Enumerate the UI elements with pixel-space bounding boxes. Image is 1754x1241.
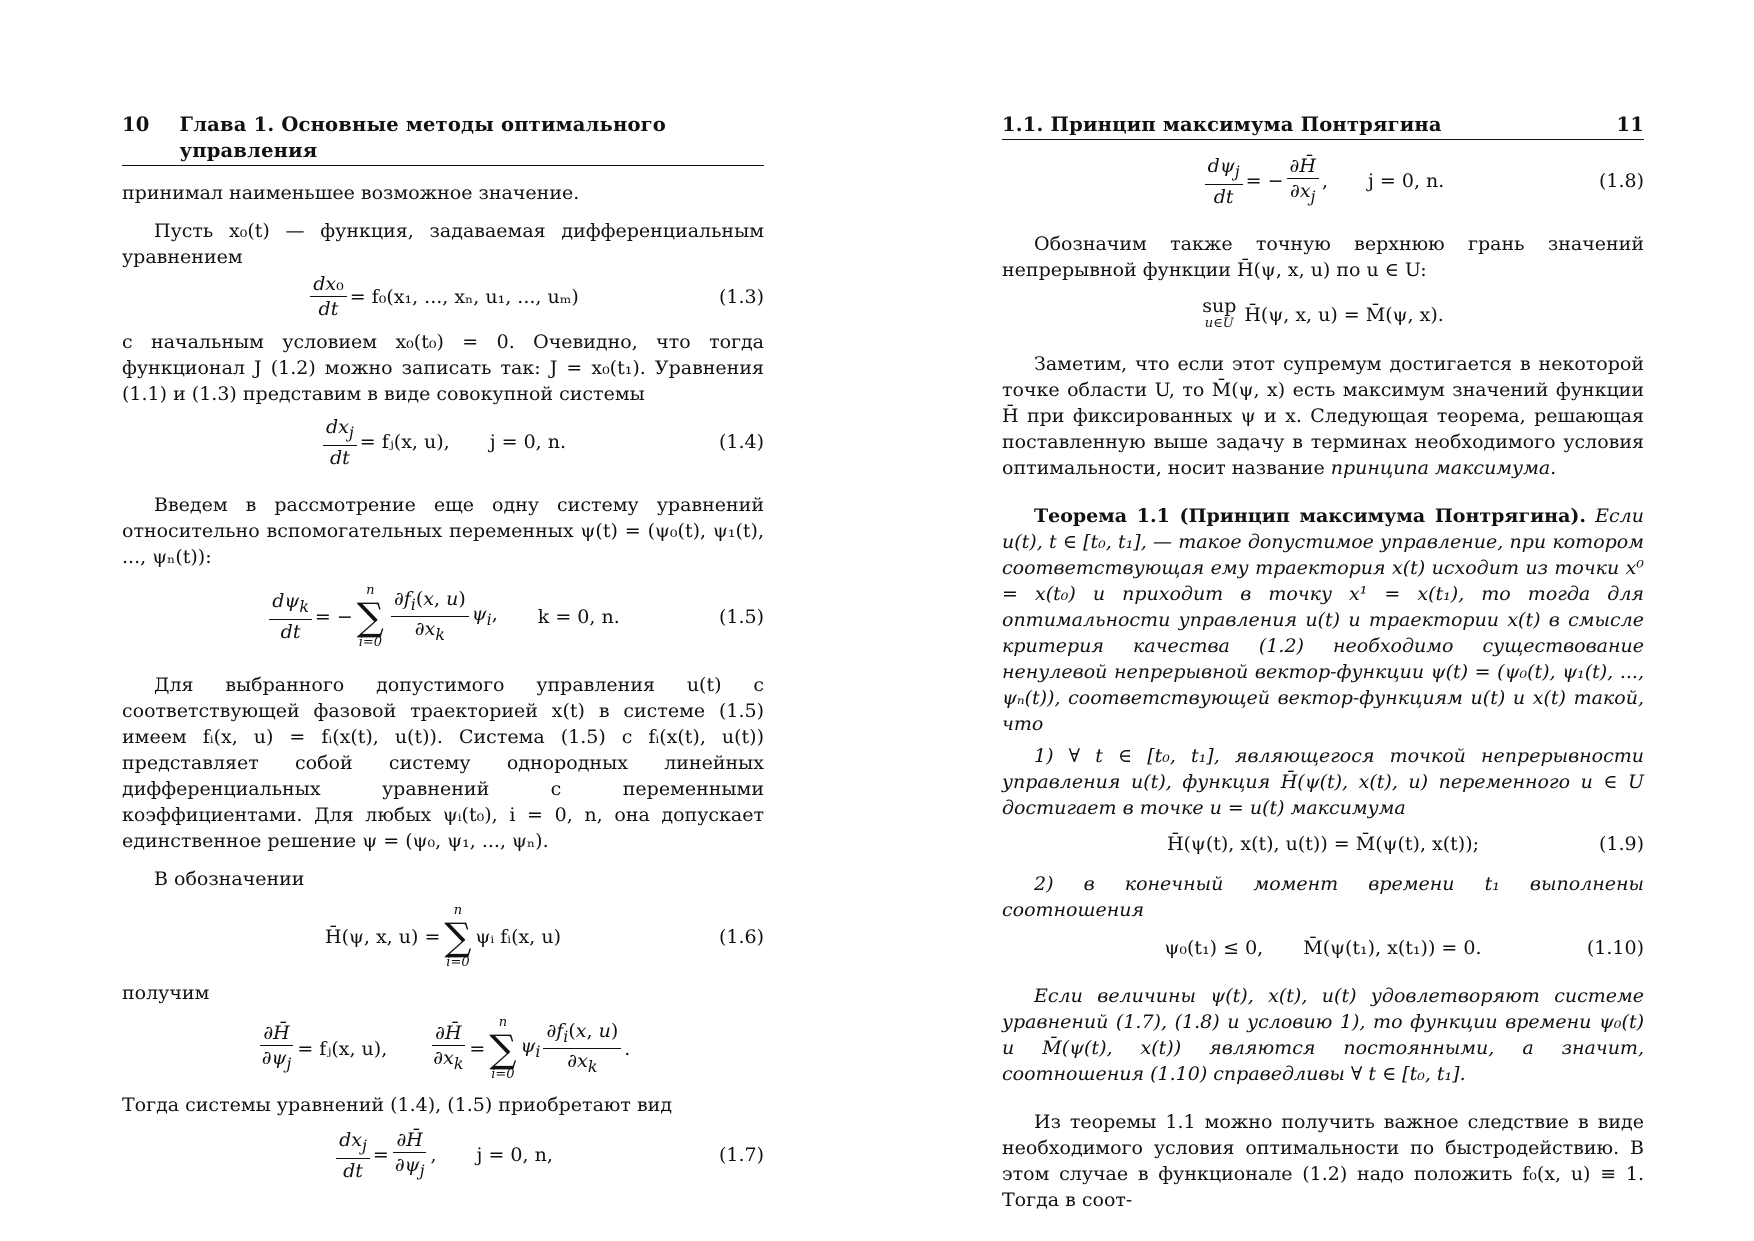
equation-1-3: $\frac{\text{dx₀}}{dt}$ = f₀(x₁, ..., xₙ, u₁, ..., uₘ) (1.3) bbox=[122, 272, 764, 321]
equation-rhs: = f₀(x₁, ..., xₙ, u₁, ..., uₘ) bbox=[349, 285, 579, 308]
paragraph-text: Заметим, что если этот супремум достигается в некоторой точке области U, то M̄(ψ, x) есть максимум значений функции H̄ при фиксированных ψ и x. Следующая теорема, решающая поставленную выше задачу в терминах необходимого условия оптимальности, носит название bbox=[1002, 352, 1644, 479]
equation-lhs: H̄(ψ, x, u) = bbox=[325, 925, 441, 948]
equation-condition: j = 0, n, bbox=[476, 1144, 553, 1167]
equation-number: (1.3) bbox=[718, 285, 764, 308]
equation-1-6: H̄(ψ, x, u) = n ∑ i=0 ψᵢ fᵢ(x, u) (1.6) bbox=[325, 902, 764, 970]
equation-rhs: = fⱼ(x, u), bbox=[297, 1037, 388, 1060]
right-page bbox=[1002, 112, 1644, 1213]
left-running-head bbox=[122, 112, 764, 166]
equation-number: (1.4) bbox=[718, 431, 764, 454]
theorem bbox=[1002, 503, 1644, 737]
page-number: 11 bbox=[1616, 113, 1644, 136]
paragraph: Пусть x₀(t) — функция, задаваемая дифференциальным уравнением bbox=[122, 220, 764, 268]
equation-rhs: H̄(ψ, x, u) = M̄(ψ, x). bbox=[1244, 303, 1444, 326]
equation-1-5: $\frac{d\psi_k}{dt}$ = − n ∑ i=0 $\frac{\partial f_i(x, u)}{\partial x_k}$ $\psi_i$, k = 0, n. (1.5) bbox=[122, 584, 764, 650]
equation-part: M̄(ψ(t₁), x(t₁)) = 0. bbox=[1303, 936, 1482, 959]
emphasis: принципа максимума. bbox=[1330, 456, 1557, 479]
equation-number: (1.7) bbox=[718, 1144, 764, 1167]
equation-number: (1.5) bbox=[718, 605, 764, 628]
equation-number: (1.10) bbox=[1586, 936, 1644, 959]
paragraph: Из теоремы 1.1 можно получить важное следствие в виде необходимого условия оптимальности по быстродействию. В этом случае в функционале (1.2) надо положить f₀(x, u) ≡ 1. Тогда в соот- bbox=[1002, 1110, 1644, 1211]
equation-number: (1.6) bbox=[718, 925, 764, 948]
condition-2: 2) в конечный момент времени t₁ выполнены соотношения bbox=[1002, 872, 1644, 921]
paragraph: принимал наименьшее возможное значение. bbox=[122, 182, 580, 204]
paragraph: Если величины ψ(t), x(t), u(t) удовлетворяют системе уравнений (1.7), (1.8) и условию 1), то функции времени ψ₀(t) и M̄(ψ(t), x(t)) являются постоянными, а значит, соотношения (1.10) справедливы ∀ t ∈ [t₀, t₁]. bbox=[1002, 984, 1644, 1085]
theorem-title: Теорема 1.1 (Принцип максимума Понтрягина). bbox=[1034, 504, 1587, 527]
paragraph: с начальным условием x₀(t₀) = 0. Очевидно, что тогда функционал J (1.2) можно записать так: J = x₀(t₁). Уравнения (1.1) и (1.3) представим в виде совокупной системы bbox=[122, 331, 764, 405]
equation-rhs: = fⱼ(x, u), bbox=[359, 431, 450, 454]
equation-condition: k = 0, n. bbox=[537, 605, 620, 628]
chapter-title: Глава 1. Основные методы оптимального управления bbox=[179, 113, 667, 162]
condition-1: 1) ∀ t ∈ [t₀, t₁], являющегося точкой непрерывности управления u(t), функция H̄(ψ(t), x(t), u) переменного u ∈ U достигает в точке u = u(t) максимума bbox=[1002, 744, 1644, 819]
equation-1-7: $\frac{dx_j}{dt}$ = $\frac{\partial H̄}{\partial\psi_j}$ , j = 0, n, (1.7) bbox=[122, 1128, 764, 1183]
equation-1-8: $\frac{d\psi_j}{dt}$ = − $\frac{\partial H̄}{\partial x_j}$ , j = 0, n. (1.8) bbox=[1002, 154, 1644, 209]
paragraph: Введем в рассмотрение еще одну систему уравнений относительно вспомогательных переменных ψ(t) = (ψ₀(t), ψ₁(t), ..., ψₙ(t)): bbox=[122, 493, 764, 568]
section-title: 1.1. Принцип максимума Понтрягина bbox=[1002, 113, 1442, 136]
left-page bbox=[122, 112, 764, 1191]
equation-sup: sup u∈U H̄(ψ, x, u) = M̄(ψ, x). bbox=[1202, 294, 1444, 331]
equation-condition: j = 0, n. bbox=[1367, 170, 1445, 193]
equation-rhs: ψᵢ fᵢ(x, u) bbox=[475, 925, 561, 948]
paragraph: В обозначении bbox=[154, 867, 305, 890]
equation-number: (1.9) bbox=[1598, 832, 1644, 855]
paragraph: Тогда системы уравнений (1.4), (1.5) приобретают вид bbox=[122, 1093, 673, 1116]
equation-part: ψ₀(t₁) ≤ 0, bbox=[1164, 936, 1264, 959]
equation-condition: j = 0, n. bbox=[489, 431, 567, 454]
equation-1-4: $\frac{dx_j}{dt}$ = fⱼ(x, u), j = 0, n. (1.4) bbox=[122, 415, 764, 470]
theorem-text: Если u(t), t ∈ [t₀, t₁], — такое допустимое управление, при котором соответствующая ему траектория x(t) исходит из точки x⁰ = x(t₀) и приходит в точку x¹ = x(t₁), то тогда для оптимальности управления u(t) и траектории x(t) в смысле критерия качества (1.2) необходимо существование ненулевой непрерывной вектор-функции ψ(t) = (ψ₀(t), ψ₁(t), ..., ψₙ(t)), соответствующей вектор-функциям u(t) и x(t) такой, что bbox=[1002, 504, 1644, 735]
equation-number: (1.8) bbox=[1598, 170, 1644, 193]
page-number: 10 bbox=[122, 113, 150, 136]
right-running-head bbox=[1002, 112, 1644, 140]
paragraph bbox=[1002, 351, 1644, 481]
equation-body: H̄(ψ(t), x(t), u(t)) = M̄(ψ(t), x(t)); bbox=[1166, 832, 1480, 855]
equation-partials: $\frac{\partial H̄}{\partial\psi_j}$ = fⱼ(x, u), $\frac{\partial H̄}{\partial x_k}$ = n ∑ i=0 $\psi_i$ $\frac{\partial f_i(x, u)}{\partial x_k}$ . bbox=[261, 1014, 631, 1082]
equation-1-10 bbox=[1002, 935, 1644, 961]
paragraph: Для выбранного допустимого управления u(t) с соответствующей фазовой траекторией x(t) в системе (1.5) имеем fᵢ(x, u) = fᵢ(x(t), u(t)). Система (1.5) с fᵢ(x(t), u(t)) представляет собой систему однородных линейных дифференциальных уравнений с переменными коэффициентами. Для любых ψᵢ(t₀), i = 0, n, она допускает единственное решение ψ = (ψ₀, ψ₁, ..., ψₙ). bbox=[122, 673, 764, 852]
equation-1-9 bbox=[1002, 831, 1644, 857]
paragraph: получим bbox=[122, 981, 210, 1004]
paragraph: Обозначим также точную верхнюю грань значений непрерывной функции H̄(ψ, x, u) по u ∈ U: bbox=[1002, 232, 1644, 281]
